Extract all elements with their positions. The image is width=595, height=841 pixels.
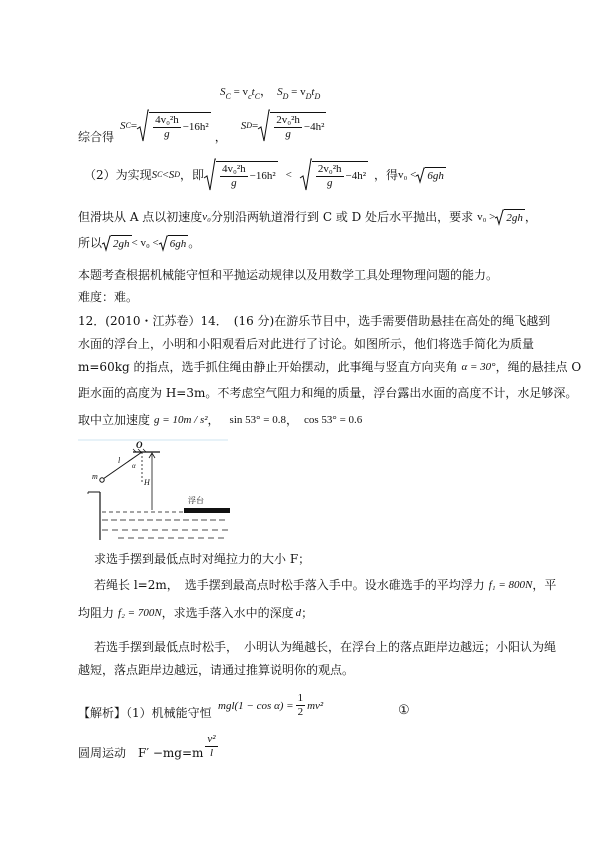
eq-part: = v bbox=[288, 86, 306, 98]
equation-left: mgl(1 − cos α) = bbox=[218, 699, 294, 712]
denominator: g bbox=[164, 127, 170, 140]
radical-sign-icon bbox=[159, 235, 168, 251]
term: −16h² bbox=[249, 170, 276, 182]
question-3: 若选手摆到最低点时松手， 小明认为绳越长，在浮台上的落点距岸边越远；小阳认为绳 bbox=[94, 640, 557, 654]
eq-part: = v bbox=[230, 86, 249, 98]
difficulty-text: 难度：难。 bbox=[78, 290, 139, 304]
combined-equation-line bbox=[78, 108, 326, 144]
result-range-line bbox=[78, 235, 200, 251]
problem-text bbox=[78, 360, 581, 374]
sd-subscript: D bbox=[282, 92, 289, 102]
text: ，求选手落入水中的深度 bbox=[161, 606, 294, 620]
radical-sign-icon bbox=[204, 158, 216, 192]
equation-number: ① bbox=[398, 703, 410, 718]
radical-sign-icon bbox=[495, 209, 504, 225]
sd-symbol: S bbox=[168, 169, 175, 181]
t-symbol: t bbox=[251, 86, 255, 98]
sc-symbol: S bbox=[220, 86, 226, 98]
label-alpha: α bbox=[132, 462, 136, 470]
comma: ， bbox=[286, 413, 299, 427]
condition-line bbox=[84, 158, 446, 192]
comma: ， bbox=[214, 130, 227, 144]
t-symbol: t bbox=[311, 86, 315, 98]
text: ，平 bbox=[532, 578, 557, 592]
numerator: 2v₀²h bbox=[317, 162, 342, 175]
pendulum-diagram bbox=[78, 440, 238, 544]
sqrt-expression bbox=[495, 209, 525, 225]
pendulum-figure bbox=[78, 440, 238, 544]
td-subscript: D bbox=[314, 92, 321, 102]
radicand: 2gh bbox=[111, 235, 132, 251]
denominator: g bbox=[285, 127, 291, 140]
answer-circular-motion bbox=[78, 732, 220, 760]
radical-sign-icon bbox=[416, 167, 425, 183]
radicand: 2gh bbox=[504, 209, 525, 225]
radical-sign-icon bbox=[137, 109, 149, 143]
tc-subscript: C bbox=[254, 92, 261, 102]
problem-text: 距水面的高度为 H=3m。不考虑空气阻力和绳的质量，浮台露出水面的高度不计，水足够深。 bbox=[78, 386, 578, 400]
equation-right: mv² bbox=[307, 699, 324, 712]
sd-subscript: D bbox=[174, 170, 180, 179]
v0-symbol: v₀ bbox=[202, 211, 212, 223]
text: ； bbox=[301, 606, 314, 620]
comma: ， bbox=[260, 84, 273, 98]
circular-motion-label: 圆周运动 F′ −mg=m bbox=[78, 746, 204, 760]
sd-symbol: S bbox=[277, 86, 283, 98]
sc-symbol: S bbox=[120, 120, 126, 132]
connector-text: ，得 bbox=[374, 168, 399, 182]
radicand: 6gh bbox=[425, 167, 446, 183]
sd-symbol: S bbox=[240, 120, 247, 132]
text: m=60kg 的指点，选手抓住绳由静止开始摆动，此事绳与竖直方向夹角 bbox=[78, 360, 458, 374]
radical-sign-icon bbox=[102, 235, 111, 251]
denominator: l bbox=[209, 746, 214, 759]
denominator: g bbox=[231, 176, 237, 189]
numerator: 4v₀²h bbox=[222, 162, 246, 175]
term: −16h² bbox=[182, 121, 209, 133]
sqrt-expression bbox=[258, 109, 326, 143]
denominator: g bbox=[326, 176, 333, 189]
connector-text: ，即 bbox=[179, 168, 204, 182]
f2-value: f₂ = 700N bbox=[118, 607, 162, 619]
vd-subscript: D bbox=[305, 92, 312, 102]
label-l: l bbox=[118, 456, 121, 465]
question-2-cont bbox=[78, 606, 313, 620]
less-than: < bbox=[285, 169, 292, 181]
problem-header: 12．(2010・江苏卷）14． (16 分)在游乐节目中，选手需要借助悬挂在高处的绳飞越到 bbox=[78, 314, 551, 328]
label-h: H bbox=[144, 478, 150, 487]
punct: ， bbox=[524, 210, 537, 224]
question-2 bbox=[94, 578, 556, 592]
label-o: O bbox=[136, 440, 143, 450]
text: 若绳长 l=2m， 选手摆到最高点时松手落入手中。设水碓选手的平均浮力 bbox=[94, 578, 485, 592]
term: −4h² bbox=[345, 170, 367, 182]
alpha-value: α = 30° bbox=[461, 361, 496, 373]
sqrt-expression bbox=[204, 158, 278, 192]
punct: 。 bbox=[188, 236, 201, 250]
text: 均阻力 bbox=[78, 606, 115, 620]
numerator: v² bbox=[207, 732, 216, 745]
sqrt-expression bbox=[416, 167, 446, 183]
text: 分别沿两轨道滑行到 C 或 D 处后水平抛出，要求 bbox=[211, 210, 474, 224]
part2-prefix: （2）为实现 bbox=[84, 168, 152, 182]
sc-subscript: C bbox=[157, 170, 163, 179]
radicand: 6gh bbox=[168, 235, 189, 251]
gravity-value: g = 10m / s² bbox=[154, 414, 208, 426]
label-combined: 综合得 bbox=[78, 130, 115, 144]
equals: = bbox=[252, 120, 259, 132]
answer-energy-conservation bbox=[78, 692, 518, 728]
problem-constants bbox=[78, 413, 362, 427]
sc-subscript: C bbox=[125, 121, 131, 130]
sqrt-expression bbox=[137, 109, 211, 143]
term: −4h² bbox=[303, 121, 325, 133]
label-platform: 浮台 bbox=[188, 496, 204, 505]
sqrt-expression bbox=[300, 158, 368, 192]
text: ，绳的悬挂点 O bbox=[495, 360, 582, 374]
label-m: m bbox=[92, 472, 98, 481]
problem-text: 水面的浮台上，小明和小阳观看后对此进行了讨论。如图所示，他们将选手简化为质量 bbox=[78, 337, 535, 351]
question-3-cont: 越短，落点距岸边越远，请通过推算说明你的观点。 bbox=[78, 663, 355, 677]
d-symbol: d bbox=[295, 607, 302, 619]
less-than: < bbox=[162, 169, 169, 181]
analysis-label: 【解析】（1）机械能守恒 bbox=[78, 706, 212, 720]
sqrt-expression bbox=[102, 235, 132, 251]
cos-value: cos 53° = 0.6 bbox=[304, 414, 363, 426]
equals: = bbox=[130, 120, 138, 132]
inequality: < v₀ < bbox=[131, 237, 159, 249]
numerator: 2v₀²h bbox=[276, 113, 300, 126]
vc-subscript: c bbox=[248, 92, 252, 102]
sin-value: sin 53° = 0.8 bbox=[229, 414, 286, 426]
requirement-line bbox=[78, 209, 537, 225]
comma: ， bbox=[207, 413, 220, 427]
radical-sign-icon bbox=[258, 109, 270, 143]
v0-inequality: v₀ < bbox=[398, 169, 417, 181]
sd-subscript: D bbox=[246, 121, 253, 130]
inequality: v₀ > bbox=[477, 211, 496, 223]
text: 所以 bbox=[78, 236, 103, 250]
sc-symbol: S bbox=[151, 169, 158, 181]
denominator: 2 bbox=[297, 706, 304, 718]
summary-text: 本题考查根据机械能守恒和平抛运动规律以及用数学工具处理物理问题的能力。 bbox=[78, 268, 499, 282]
sqrt-expression bbox=[159, 235, 189, 251]
numerator: 1 bbox=[297, 692, 304, 704]
text: 取中立加速度 bbox=[78, 413, 151, 427]
text: 但滑块从 A 点以初速度 bbox=[78, 210, 203, 224]
f1-value: f₁ = 800N bbox=[488, 579, 533, 591]
equation-sc-sd-definitions bbox=[220, 80, 320, 101]
sc-subscript: C bbox=[225, 92, 231, 102]
radical-sign-icon bbox=[300, 158, 312, 192]
question-1: 求选手摆到最低点时对绳拉力的大小 F； bbox=[94, 552, 311, 566]
numerator: 4v₀²h bbox=[155, 113, 179, 126]
